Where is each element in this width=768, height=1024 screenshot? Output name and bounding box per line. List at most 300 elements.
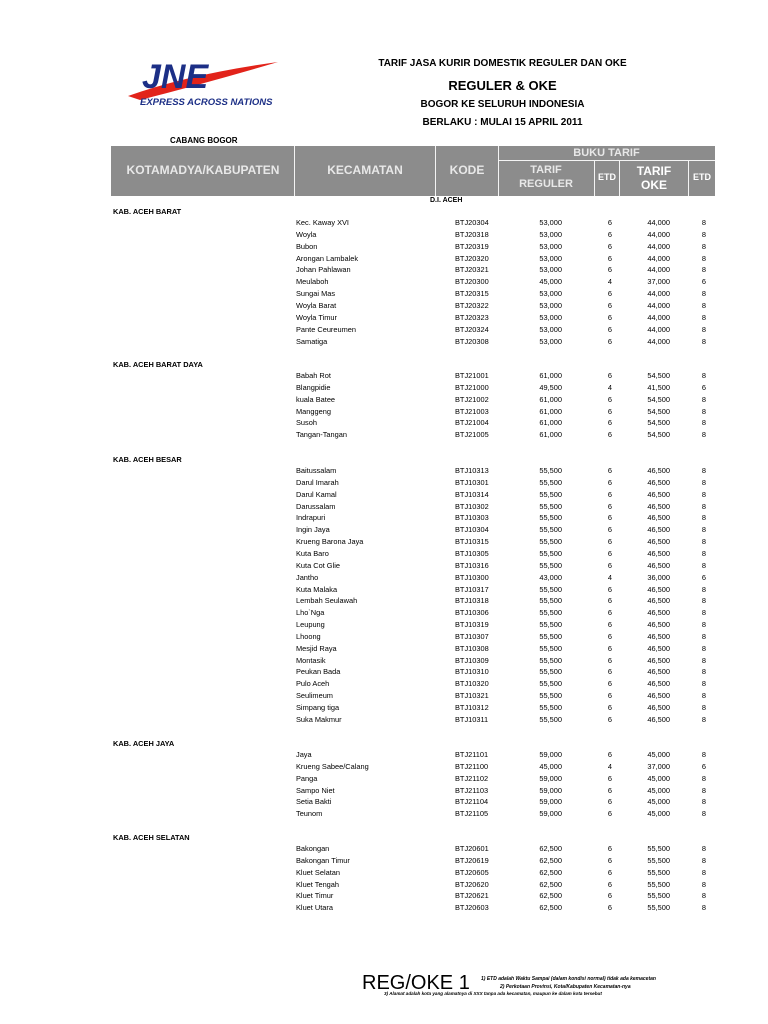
cell-kode: BTJ21101 xyxy=(455,750,489,759)
cell-oke: 54,500 xyxy=(647,406,670,416)
cell-reg: 55,500 xyxy=(539,620,562,630)
cell-oke: 54,500 xyxy=(647,418,670,428)
table-row xyxy=(0,337,768,349)
cell-oke: 46,500 xyxy=(647,620,670,630)
cell-reg: 45,000 xyxy=(539,761,562,771)
cell-kec: Sungai Mas xyxy=(296,289,336,299)
cell-reg: 55,500 xyxy=(539,655,562,665)
cell-reg: 55,500 xyxy=(539,560,562,570)
cell-etd1: 6 xyxy=(607,903,612,913)
cell-reg: 59,000 xyxy=(539,785,562,795)
cell-kode: BTJ10318 xyxy=(455,596,489,606)
cell-etd1: 6 xyxy=(607,525,612,535)
cell-etd1: 6 xyxy=(607,809,612,819)
cell-kode: BTJ20320 xyxy=(455,253,489,263)
cell-etd1: 6 xyxy=(607,667,612,677)
cell-oke: 55,500 xyxy=(647,844,670,853)
table-row xyxy=(0,561,768,573)
cell-oke: 46,500 xyxy=(647,714,670,724)
cell-oke: 44,000 xyxy=(647,218,670,227)
cell-kode: BTJ20308 xyxy=(455,336,489,346)
cell-etd1: 6 xyxy=(607,631,612,641)
table-row xyxy=(0,856,768,868)
logo-brand: JNE xyxy=(142,58,209,96)
cell-oke: 44,000 xyxy=(647,300,670,310)
cell-oke: 46,500 xyxy=(647,667,670,677)
cell-kec: Sampo Niet xyxy=(296,785,335,795)
cell-etd1: 6 xyxy=(607,703,612,712)
cell-kode: BTJ20318 xyxy=(455,229,489,239)
cell-etd1: 6 xyxy=(607,312,612,322)
title-line-4: BERLAKU : MULAI 15 APRIL 2011 xyxy=(422,117,583,128)
cell-etd1: 4 xyxy=(607,761,612,771)
cell-reg: 55,500 xyxy=(539,537,562,547)
cell-etd2: 8 xyxy=(701,773,706,783)
cell-etd2: 8 xyxy=(701,608,706,618)
cell-kode: BTJ10315 xyxy=(455,537,489,547)
cell-etd1: 6 xyxy=(607,891,612,901)
cell-kec: Jaya xyxy=(296,750,312,759)
cell-etd2: 8 xyxy=(701,620,706,630)
cell-etd2: 8 xyxy=(701,750,706,759)
cell-etd1: 6 xyxy=(607,879,612,889)
cell-oke: 46,500 xyxy=(647,477,670,487)
cell-kec: Woyla Timur xyxy=(296,312,337,322)
cell-kode: BTJ21104 xyxy=(455,797,489,807)
cell-kec: Simpang tiga xyxy=(296,703,340,712)
footnote-1: 1) ETD adalah Waktu Sampai (dalam kondisi normal) tidak ada kemacetan xyxy=(481,976,656,982)
cell-kode: BTJ20322 xyxy=(455,300,489,310)
cell-etd2: 8 xyxy=(701,312,706,322)
cell-etd1: 6 xyxy=(607,855,612,865)
cell-kode: BTJ10321 xyxy=(455,691,489,701)
cell-oke: 46,500 xyxy=(647,703,670,712)
cell-kode: BTJ20621 xyxy=(455,891,489,901)
cell-kec: Setia Bakti xyxy=(296,797,332,807)
cell-reg: 62,500 xyxy=(539,903,562,913)
cell-kode: BTJ21005 xyxy=(455,430,489,440)
cell-etd1: 6 xyxy=(607,643,612,653)
cell-etd1: 6 xyxy=(607,418,612,428)
cell-oke: 41,500 xyxy=(647,382,670,392)
table-row xyxy=(0,891,768,903)
cell-etd1: 6 xyxy=(607,289,612,299)
cell-etd2: 8 xyxy=(701,584,706,594)
cell-reg: 53,000 xyxy=(539,265,562,275)
cell-etd2: 8 xyxy=(701,430,706,440)
cell-kode: BTJ21105 xyxy=(455,809,489,819)
cell-etd2: 6 xyxy=(701,572,706,582)
cell-oke: 46,500 xyxy=(647,655,670,665)
cell-reg: 59,000 xyxy=(539,809,562,819)
col-header-tarif-oke-2: OKE xyxy=(640,178,667,192)
table-row xyxy=(0,277,768,289)
cell-oke: 46,500 xyxy=(647,691,670,701)
cell-kec: Bakongan xyxy=(296,844,330,853)
cell-reg: 55,500 xyxy=(539,631,562,641)
cell-kec: Bakongan Timur xyxy=(296,855,350,865)
cell-kode: BTJ10302 xyxy=(455,501,489,511)
cell-etd2: 8 xyxy=(701,667,706,677)
cell-kode: BTJ10308 xyxy=(455,643,489,653)
cell-reg: 55,500 xyxy=(539,477,562,487)
cell-reg: 62,500 xyxy=(539,867,562,877)
cell-kode: BTJ21000 xyxy=(455,382,489,392)
cell-oke: 45,000 xyxy=(647,773,670,783)
col-header-kecamatan: KECAMATAN xyxy=(327,163,403,177)
cell-kec: kuala Batee xyxy=(296,394,336,404)
cell-kode: BTJ21001 xyxy=(455,371,489,380)
cell-oke: 44,000 xyxy=(647,229,670,239)
cell-kec: Kuta Baro xyxy=(296,548,329,558)
cell-kec: Krueng Sabee/Calang xyxy=(296,761,369,771)
cell-reg: 61,000 xyxy=(539,418,562,428)
table-row xyxy=(0,430,768,442)
col-header-etd-reguler: ETD xyxy=(598,172,616,182)
cell-reg: 55,500 xyxy=(539,501,562,511)
cell-kode: BTJ21003 xyxy=(455,406,489,416)
table-row xyxy=(0,537,768,549)
cell-etd1: 6 xyxy=(607,548,612,558)
cell-etd1: 4 xyxy=(607,277,612,287)
cell-etd1: 6 xyxy=(607,489,612,499)
table-row xyxy=(0,325,768,337)
cell-oke: 55,500 xyxy=(647,879,670,889)
table-row xyxy=(0,418,768,430)
cell-kec: Indrapuri xyxy=(296,513,326,523)
cell-reg: 62,500 xyxy=(539,879,562,889)
table-row xyxy=(0,703,768,715)
cell-reg: 53,000 xyxy=(539,289,562,299)
cell-kode: BTJ20300 xyxy=(455,277,489,287)
col-header-buku-tarif: BUKU TARIF xyxy=(573,147,640,159)
cell-reg: 61,000 xyxy=(539,394,562,404)
cell-oke: 44,000 xyxy=(647,336,670,346)
cell-kec: Montasik xyxy=(296,655,326,665)
cell-kode: BTJ21004 xyxy=(455,418,489,428)
cell-oke: 54,500 xyxy=(647,430,670,440)
cell-reg: 62,500 xyxy=(539,855,562,865)
cell-oke: 37,000 xyxy=(647,761,670,771)
cell-kec: Panga xyxy=(296,773,318,783)
cell-etd1: 6 xyxy=(607,584,612,594)
table-row xyxy=(0,289,768,301)
table-row xyxy=(0,596,768,608)
cell-oke: 46,500 xyxy=(647,501,670,511)
cell-kode: BTJ20605 xyxy=(455,867,489,877)
cell-etd2: 8 xyxy=(701,809,706,819)
cell-etd2: 8 xyxy=(701,879,706,889)
table-row xyxy=(0,525,768,537)
cell-kode: BTJ20319 xyxy=(455,241,489,251)
cell-kode: BTJ20324 xyxy=(455,324,489,334)
cell-kec: Lhoong xyxy=(296,631,321,641)
cell-etd1: 6 xyxy=(607,229,612,239)
cell-kec: Peukan Bada xyxy=(296,667,341,677)
cell-kec: Samatiga xyxy=(296,336,328,346)
cell-oke: 46,500 xyxy=(647,679,670,689)
cell-etd1: 6 xyxy=(607,596,612,606)
cell-oke: 46,500 xyxy=(647,584,670,594)
cell-reg: 43,000 xyxy=(539,572,562,582)
cell-etd2: 8 xyxy=(701,324,706,334)
col-header-tarif-reguler: TARIF xyxy=(530,164,562,176)
branch-label: CABANG BOGOR xyxy=(170,136,238,145)
cell-reg: 55,500 xyxy=(539,608,562,618)
cell-oke: 46,500 xyxy=(647,537,670,547)
cell-oke: 46,500 xyxy=(647,643,670,653)
kabupaten-name: KAB. ACEH BARAT DAYA xyxy=(113,360,203,369)
table-row xyxy=(0,880,768,892)
cell-oke: 46,500 xyxy=(647,631,670,641)
cell-etd2: 6 xyxy=(701,277,706,287)
cell-kec: Kluet Tengah xyxy=(296,879,340,889)
cell-kec: Kec. Kaway XVI xyxy=(296,218,349,227)
cell-oke: 46,500 xyxy=(647,596,670,606)
cell-oke: 55,500 xyxy=(647,867,670,877)
cell-kec: Darussalam xyxy=(296,501,336,511)
footnote-3: 3) Alamat adalah kota yang alamatnya di XXX tanpa ada kecamatan, maupun ke dalam kota tersebut xyxy=(384,991,602,996)
table-row xyxy=(0,762,768,774)
cell-etd2: 8 xyxy=(701,891,706,901)
footnote-2: 2) Perkotaan Provinsi, Kota/Kabupaten Kecamatan-nya xyxy=(500,984,631,990)
cell-oke: 46,500 xyxy=(647,560,670,570)
cell-etd2: 8 xyxy=(701,394,706,404)
kabupaten-name: KAB. ACEH BARAT xyxy=(113,207,182,216)
cell-oke: 45,000 xyxy=(647,750,670,759)
cell-oke: 44,000 xyxy=(647,289,670,299)
kabupaten-name: KAB. ACEH SELATAN xyxy=(113,833,190,842)
cell-reg: 61,000 xyxy=(539,430,562,440)
cell-kode: BTJ21103 xyxy=(455,785,489,795)
cell-reg: 53,000 xyxy=(539,241,562,251)
cell-kec: Blangpidie xyxy=(296,382,331,392)
cell-kec: Susoh xyxy=(296,418,317,428)
cell-etd2: 8 xyxy=(701,560,706,570)
cell-kode: BTJ10307 xyxy=(455,631,489,641)
cell-etd1: 6 xyxy=(607,501,612,511)
table-row xyxy=(0,573,768,585)
cell-etd2: 8 xyxy=(701,336,706,346)
cell-oke: 44,000 xyxy=(647,312,670,322)
cell-reg: 55,500 xyxy=(539,548,562,558)
cell-etd1: 6 xyxy=(607,620,612,630)
cell-kec: Kluet Utara xyxy=(296,903,333,913)
cell-etd2: 8 xyxy=(701,406,706,416)
table-row xyxy=(0,301,768,313)
cell-etd1: 6 xyxy=(607,750,612,759)
cell-etd1: 6 xyxy=(607,714,612,724)
cell-etd2: 8 xyxy=(701,714,706,724)
cell-reg: 55,500 xyxy=(539,714,562,724)
cell-kode: BTJ10311 xyxy=(455,714,489,724)
cell-etd2: 8 xyxy=(701,418,706,428)
cell-etd2: 8 xyxy=(701,253,706,263)
cell-etd1: 6 xyxy=(607,513,612,523)
cell-kode: BTJ10314 xyxy=(455,489,489,499)
cell-etd1: 6 xyxy=(607,537,612,547)
cell-etd2: 8 xyxy=(701,655,706,665)
title-line-3: BOGOR KE SELURUH INDONESIA xyxy=(420,99,585,110)
cell-kec: Woyla Barat xyxy=(296,300,337,310)
cell-oke: 44,000 xyxy=(647,265,670,275)
cell-etd2: 8 xyxy=(701,548,706,558)
cell-etd1: 6 xyxy=(607,371,612,380)
cell-etd1: 4 xyxy=(607,382,612,392)
cell-etd2: 8 xyxy=(701,643,706,653)
table-row xyxy=(0,242,768,254)
cell-oke: 44,000 xyxy=(647,241,670,251)
cell-etd2: 8 xyxy=(701,513,706,523)
cell-oke: 44,000 xyxy=(647,324,670,334)
cell-kec: Pulo Aceh xyxy=(296,679,330,689)
cell-etd2: 8 xyxy=(701,537,706,547)
cell-etd1: 6 xyxy=(607,394,612,404)
cell-etd2: 6 xyxy=(701,382,706,392)
title-line-1: TARIF JASA KURIR DOMESTIK REGULER DAN OKE xyxy=(378,58,627,69)
cell-kode: BTJ10309 xyxy=(455,655,489,665)
table-row xyxy=(0,254,768,266)
table-row xyxy=(0,490,768,502)
cell-etd1: 6 xyxy=(607,300,612,310)
cell-etd1: 6 xyxy=(607,324,612,334)
cell-kode: BTJ20601 xyxy=(455,844,489,853)
cell-etd1: 6 xyxy=(607,608,612,618)
cell-oke: 36,000 xyxy=(647,572,670,582)
col-header-kode: KODE xyxy=(449,163,485,177)
table-row xyxy=(0,667,768,679)
cell-reg: 53,000 xyxy=(539,218,562,227)
cell-kec: Lho`Nga xyxy=(296,608,325,618)
title-line-2: REGULER & OKE xyxy=(448,78,557,93)
cell-kec: Suka Makmur xyxy=(296,714,342,724)
col-header-etd-oke: ETD xyxy=(693,172,711,182)
cell-oke: 55,500 xyxy=(647,855,670,865)
cell-kode: BTJ20603 xyxy=(455,903,489,913)
cell-etd1: 6 xyxy=(607,218,612,227)
col-header-tarif-oke: TARIF xyxy=(636,164,672,178)
cell-kec: Arongan Lambalek xyxy=(296,253,359,263)
cell-kec: Babah Rot xyxy=(296,371,331,380)
table-row xyxy=(0,395,768,407)
cell-kode: BTJ10319 xyxy=(455,620,489,630)
cell-kec: Kuta Malaka xyxy=(296,584,338,594)
cell-reg: 55,500 xyxy=(539,691,562,701)
table-row xyxy=(0,218,768,230)
cell-etd2: 8 xyxy=(701,525,706,535)
cell-kode: BTJ10305 xyxy=(455,548,489,558)
cell-kec: Lembah Seulawah xyxy=(296,596,358,606)
table-row xyxy=(0,502,768,514)
cell-kec: Baitussalam xyxy=(296,466,337,475)
cell-etd2: 8 xyxy=(701,631,706,641)
table-row xyxy=(0,644,768,656)
table-row xyxy=(0,679,768,691)
cell-kode: BTJ20323 xyxy=(455,312,489,322)
cell-oke: 55,500 xyxy=(647,891,670,901)
cell-etd1: 4 xyxy=(607,572,612,582)
table-row xyxy=(0,313,768,325)
cell-oke: 46,500 xyxy=(647,525,670,535)
cell-etd2: 8 xyxy=(701,489,706,499)
page-label: REG/OKE 1 xyxy=(362,972,470,994)
cell-kec: Krueng Barona Jaya xyxy=(296,537,364,547)
cell-reg: 55,500 xyxy=(539,667,562,677)
table-row xyxy=(0,265,768,277)
cell-kode: BTJ10300 xyxy=(455,572,489,582)
cell-etd2: 8 xyxy=(701,289,706,299)
cell-etd1: 6 xyxy=(607,336,612,346)
cell-kec: Mesjid Raya xyxy=(296,643,337,653)
col-header-kota: KOTAMADYA/KABUPATEN xyxy=(126,163,280,177)
cell-oke: 46,500 xyxy=(647,489,670,499)
cell-etd2: 8 xyxy=(701,229,706,239)
kabupaten-name: KAB. ACEH BESAR xyxy=(113,455,182,464)
table-row xyxy=(0,786,768,798)
cell-kode: BTJ20619 xyxy=(455,855,489,865)
cell-kec: Teunom xyxy=(296,809,323,819)
cell-etd1: 6 xyxy=(607,844,612,853)
table-row xyxy=(0,478,768,490)
cell-reg: 53,000 xyxy=(539,300,562,310)
cell-kec: Kluet Selatan xyxy=(296,867,340,877)
table-row xyxy=(0,809,768,821)
cell-kec: Kluet Timur xyxy=(296,891,334,901)
cell-kode: BTJ10316 xyxy=(455,560,489,570)
cell-etd1: 6 xyxy=(607,430,612,440)
cell-reg: 59,000 xyxy=(539,797,562,807)
cell-kode: BTJ10310 xyxy=(455,667,489,677)
cell-etd2: 8 xyxy=(701,466,706,475)
cell-oke: 37,000 xyxy=(647,277,670,287)
cell-kode: BTJ10306 xyxy=(455,608,489,618)
cell-etd2: 8 xyxy=(701,844,706,853)
kabupaten-name: KAB. ACEH JAYA xyxy=(113,739,175,748)
cell-kode: BTJ10313 xyxy=(455,466,489,475)
table-row xyxy=(0,868,768,880)
cell-reg: 55,500 xyxy=(539,679,562,689)
table-row xyxy=(0,715,768,727)
cell-kec: Leupung xyxy=(296,620,325,630)
cell-etd1: 6 xyxy=(607,477,612,487)
table-row xyxy=(0,608,768,620)
table-row xyxy=(0,844,768,856)
cell-reg: 53,000 xyxy=(539,253,562,263)
cell-oke: 46,500 xyxy=(647,608,670,618)
cell-kec: Johan Pahlawan xyxy=(296,265,351,275)
cell-etd2: 8 xyxy=(701,477,706,487)
table-row xyxy=(0,513,768,525)
cell-kode: BTJ20315 xyxy=(455,289,489,299)
cell-kode: BTJ20321 xyxy=(455,265,489,275)
cell-reg: 45,000 xyxy=(539,277,562,287)
cell-reg: 55,500 xyxy=(539,584,562,594)
table-row xyxy=(0,230,768,242)
cell-oke: 46,500 xyxy=(647,466,670,475)
cell-etd2: 8 xyxy=(701,300,706,310)
cell-kec: Tangan-Tangan xyxy=(296,430,347,440)
cell-kec: Ingin Jaya xyxy=(296,525,330,535)
cell-kode: BTJ10304 xyxy=(455,525,489,535)
cell-reg: 55,500 xyxy=(539,643,562,653)
cell-kec: Seulimeum xyxy=(296,691,333,701)
cell-etd2: 8 xyxy=(701,785,706,795)
cell-oke: 46,500 xyxy=(647,513,670,523)
cell-etd1: 6 xyxy=(607,253,612,263)
cell-reg: 53,000 xyxy=(539,324,562,334)
cell-etd2: 8 xyxy=(701,596,706,606)
table-row xyxy=(0,466,768,478)
